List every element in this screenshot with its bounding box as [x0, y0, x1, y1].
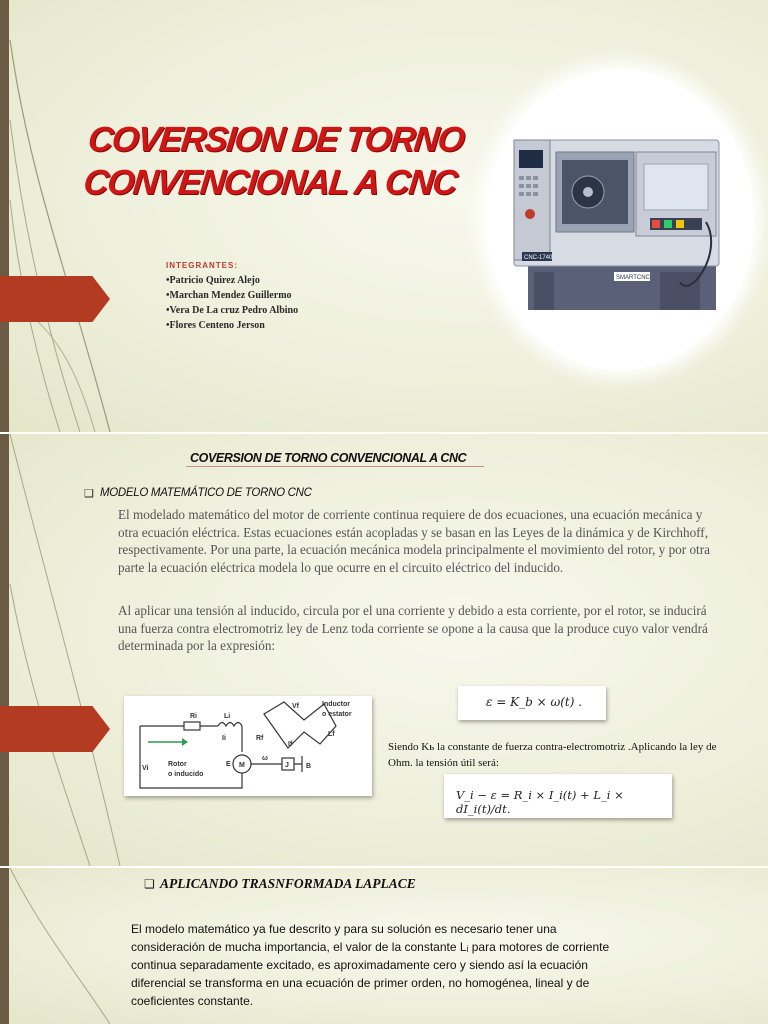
label-inductor: Inductor: [322, 701, 350, 708]
arrow-marker: [0, 276, 110, 322]
slide-title: [0, 0, 768, 432]
section-heading: APLICANDO TRASNFORMADA LAPLACE: [160, 876, 416, 891]
label-vi: Vi: [142, 765, 149, 772]
equation-1-box: [458, 686, 606, 720]
section-subtitle: MODELO MATEMÁTICO DE TORNO CNC: [100, 487, 312, 499]
label-inducido: o inducido: [168, 771, 204, 778]
slide-title-heading: [81, 118, 465, 204]
slide-model: [0, 434, 768, 866]
label-lf: Lf: [328, 731, 335, 738]
equation-2-box: [444, 774, 672, 818]
member-item: •Flores Centeno Jerson: [166, 320, 265, 331]
decorative-curves: [0, 868, 140, 1024]
equation-1: ε = K_b × ω(t) .: [486, 695, 583, 709]
slide-laplace: [0, 868, 768, 1024]
label-rotor: Rotor: [168, 761, 187, 768]
members-heading: INTEGRANTES:: [166, 261, 238, 270]
label-ri: Ri: [190, 713, 197, 720]
label-w: ω: [262, 755, 268, 762]
constant-note: Siendo Kь la constante de fuerza contra-electromotriz .Aplicando la ley de Ohm. la tensión útil será:: [388, 741, 717, 769]
label-rf: Rf: [256, 735, 264, 742]
label-j: J: [285, 762, 289, 769]
label-ii: Ii: [222, 735, 226, 742]
decorative-curves: [0, 0, 140, 432]
label-b: B: [306, 763, 312, 770]
slide-heading: COVERSION DE TORNO CONVENCIONAL A CNC: [190, 451, 467, 465]
label-if: If: [288, 741, 293, 748]
title-line-2: CONVENCIONAL A CNC: [81, 163, 459, 202]
member-item: •Patricio Quirez Alejo: [166, 275, 260, 286]
checkbox-bullet-icon: ❑: [84, 488, 94, 500]
motor-circuit-diagram: [124, 696, 372, 796]
member-item: •Vera De La cruz Pedro Albino: [166, 305, 299, 316]
label-e: E: [226, 761, 231, 768]
title-line-1: COVERSION DE TORNO: [86, 120, 466, 159]
arrow-marker: [0, 706, 110, 752]
members-list: [166, 258, 298, 333]
label-li: Li: [224, 713, 231, 720]
checkbox-bullet-icon: ❑: [144, 877, 155, 891]
cnc-lathe-image: [510, 122, 728, 322]
label-vf: Vf: [292, 703, 299, 710]
lathe-model-label: CNC-1740: [524, 255, 553, 261]
label-estator: o estator: [322, 711, 352, 718]
lathe-brand-label: SMARTCNC: [616, 275, 650, 281]
laplace-paragraph: El modelo matemático ya fue descrito y para su solución es necesario tener una consideración de mucha importancia, el valor de la constante Lᵢ para motores de corriente continua separadamente excitado, es aproximadamente cero y siendo así la ecuación diferencial se transforma en una ecuación de primer orden, no homogénea, lineal y de coeficientes constante.: [131, 922, 610, 1008]
paragraph-2: Al aplicar una tensión al inducido, circula por el una corriente y debido a esta corriente, por el rotor, se inducirá una fuerza contra electromotriz ley de Lenz toda corriente se opone a la causa que la produce cuyo valor vendrá determinada por la expresión:: [118, 603, 708, 653]
equation-2: V_i − ε = R_i × I_i(t) + L_i × dI_i(t)/dt.: [456, 788, 624, 816]
label-m: M: [239, 762, 245, 769]
heading-underline: [186, 466, 484, 467]
paragraph-1: El modelado matemático del motor de corriente continua requiere de dos ecuaciones, una ecuación mecánica y otra ecuación eléctrica. Estas ecuaciones están acopladas y se basan en las Leyes de la dinámica y de Kirchhoff, respectivamente. Por una parte, la ecuación mecánica modela principalmente el movimiento del rotor, y por otra parte la ecuación eléctrica modela lo que ocurre en el circuito eléctrico del inducido.: [118, 507, 710, 575]
member-item: •Marchan Mendez Guillermo: [166, 290, 292, 301]
